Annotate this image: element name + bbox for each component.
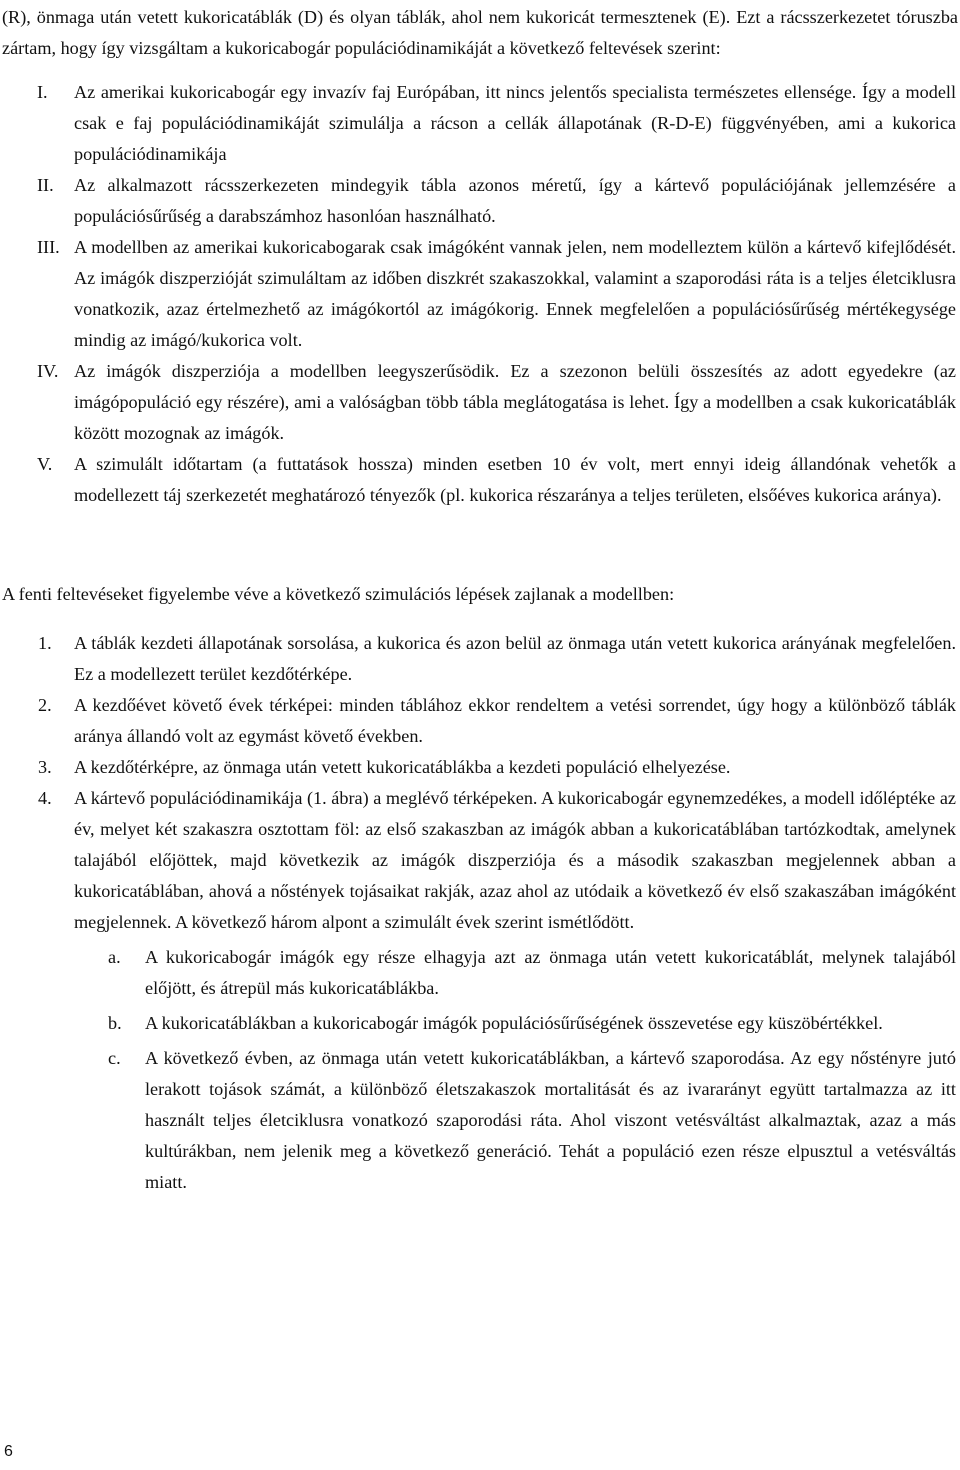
step-item [0, 690, 960, 752]
assumption-text: Az amerikai kukoricabogár egy invazív faj Európában, itt nincs jelentős specialista természetes ellensége. Így a modell csak e faj populációdinamikáját szimulálja a rácson a cellák állapotának (R-D-E) függvényében, ami a kukorica populációdinamikája [74, 82, 956, 164]
substep-letter: b. [108, 1013, 122, 1034]
assumption-item [0, 170, 960, 232]
assumption-number: I. [37, 82, 48, 102]
assumption-text: Az imágók diszperziója a modellben leegyszerűsödik. Ez a szezonon belüli összesítés az adott egyedekre (az imágópopuláció egy részére), ami a valóságban több tábla meglátogatása is lehet. Így a modellben a csak kukoricatáblák között mozognak az imágók. [74, 361, 956, 443]
step-text: A kezdőtérképre, az önmaga után vetett kukoricatáblákba a kezdeti populáció elhelyezése. [74, 757, 731, 778]
assumptions-list [0, 77, 960, 511]
substep-letter: c. [108, 1048, 121, 1069]
assumption-text: A szimulált időtartam (a futtatások hossza) minden esetben 10 év volt, mert ennyi ideig állandónak vehetők a modellezett táj szerkezetét meghatározó tényezők (pl. kukorica részaránya a teljes területen, elsőéves kukorica aránya). [74, 454, 956, 505]
substep-item [0, 942, 960, 1004]
step-text: A táblák kezdeti állapotának sorsolása, a kukorica és azon belül az önmaga után vetett kukorica arányának megfelelően. Ez a modellezett terület kezdőtérképe. [74, 633, 956, 685]
step-number: 4. [38, 788, 52, 809]
substep-text: A kukoricatáblákban a kukoricabogár imágók populációsűrűségének összevetése egy küszöbértékkel. [145, 1013, 883, 1034]
assumption-number: IV. [37, 361, 59, 381]
step-number: 2. [38, 695, 52, 716]
step-item [0, 628, 960, 690]
assumption-item [0, 356, 960, 449]
assumption-item [0, 232, 960, 356]
assumption-item [0, 449, 960, 511]
substep-item [0, 1008, 960, 1039]
steps-list [0, 628, 960, 1198]
step-text: A kezdőévet követő évek térképei: minden táblához ekkor rendeltem a vetési sorrendet, úgy hogy a különböző táblák aránya állandó volt az egymást követő években. [74, 695, 956, 747]
step-item [0, 783, 960, 938]
step-item [0, 752, 960, 783]
assumption-number: V. [37, 454, 53, 474]
assumption-number: II. [37, 175, 54, 195]
step-number: 3. [38, 757, 52, 778]
assumption-text: Az alkalmazott rácsszerkezeten mindegyik tábla azonos méretű, így a kártevő populációjának jellemzésére a populációsűrűség a darabszámhoz hasonlóan használható. [74, 175, 956, 226]
assumption-text: A modellben az amerikai kukoricabogarak csak imágóként vannak jelen, nem modelleztem külön a kártevő kifejlődését. Az imágók diszperzióját szimuláltam az időben diszkrét szakaszokkal, valamint a szaporodási ráta is a teljes életciklusra vonatkozik, azaz értelmezhető az imágókortól az imágókorig. Ennek megfelelően a populációsűrűség mértékegysége mindig az imágó/kukorica volt. [74, 237, 956, 350]
page-number: 6 [4, 1443, 13, 1460]
assumption-item [0, 77, 960, 170]
assumption-number: III. [37, 237, 60, 257]
intro-paragraph: (R), önmaga után vetett kukoricatáblák (D) és olyan táblák, ahol nem kukoricát termesztenek (E). Ezt a rácsszerkezetet tóruszba zártam, hogy így vizsgáltam a kukoricabogár populációdinamikáját a következő feltevések szerint: [2, 7, 958, 58]
substep-text: A következő évben, az önmaga után vetett kukoricatáblákban, a kártevő szaporodása. Az egy nőstényre jutó lerakott tojások számát, a különböző életszakaszok mortalitását és az ivararányt együtt tartalmazza az itt használt teljes életciklusra vonatkozó szaporodási ráta. Ahol viszont vetésváltást alkalmaztak, azaz a más kultúrákban, nem jelenik meg a következő generáció. Tehát a populáció ezen része elpusztul a vetésváltás miatt. [145, 1048, 956, 1193]
substep-text: A kukoricabogár imágók egy része elhagyja azt az önmaga után vetett kukoricatáblát, melynek talajából előjött, és átrepül más kukoricatáblákba. [145, 947, 956, 999]
step-number: 1. [38, 633, 52, 654]
substep-letter: a. [108, 947, 121, 968]
step-text: A kártevő populációdinamikája (1. ábra) a meglévő térképeken. A kukoricabogár egynemzedékes, a modell időléptéke az év, melyet két szakaszra osztottam föl: az első szakaszban az imágók abban a kukoricatáblában tartózkodtak, amelynek talajából előjöttek, majd következik az imágók diszperziója és a második szakaszban megjelennek abban a kukoricatáblában, ahová a nőstények tojásaikat rakják, azaz ahol az utódaik a következő év első szakaszában imágóként megjelennek. A következő három alpont a szimulált évek szerint ismétlődött. [74, 788, 956, 933]
substeps-list [0, 942, 960, 1198]
steps-lead-paragraph: A fenti feltevéseket figyelembe véve a következő szimulációs lépések zajlanak a modellben: [2, 584, 675, 604]
substep-item [0, 1043, 960, 1198]
